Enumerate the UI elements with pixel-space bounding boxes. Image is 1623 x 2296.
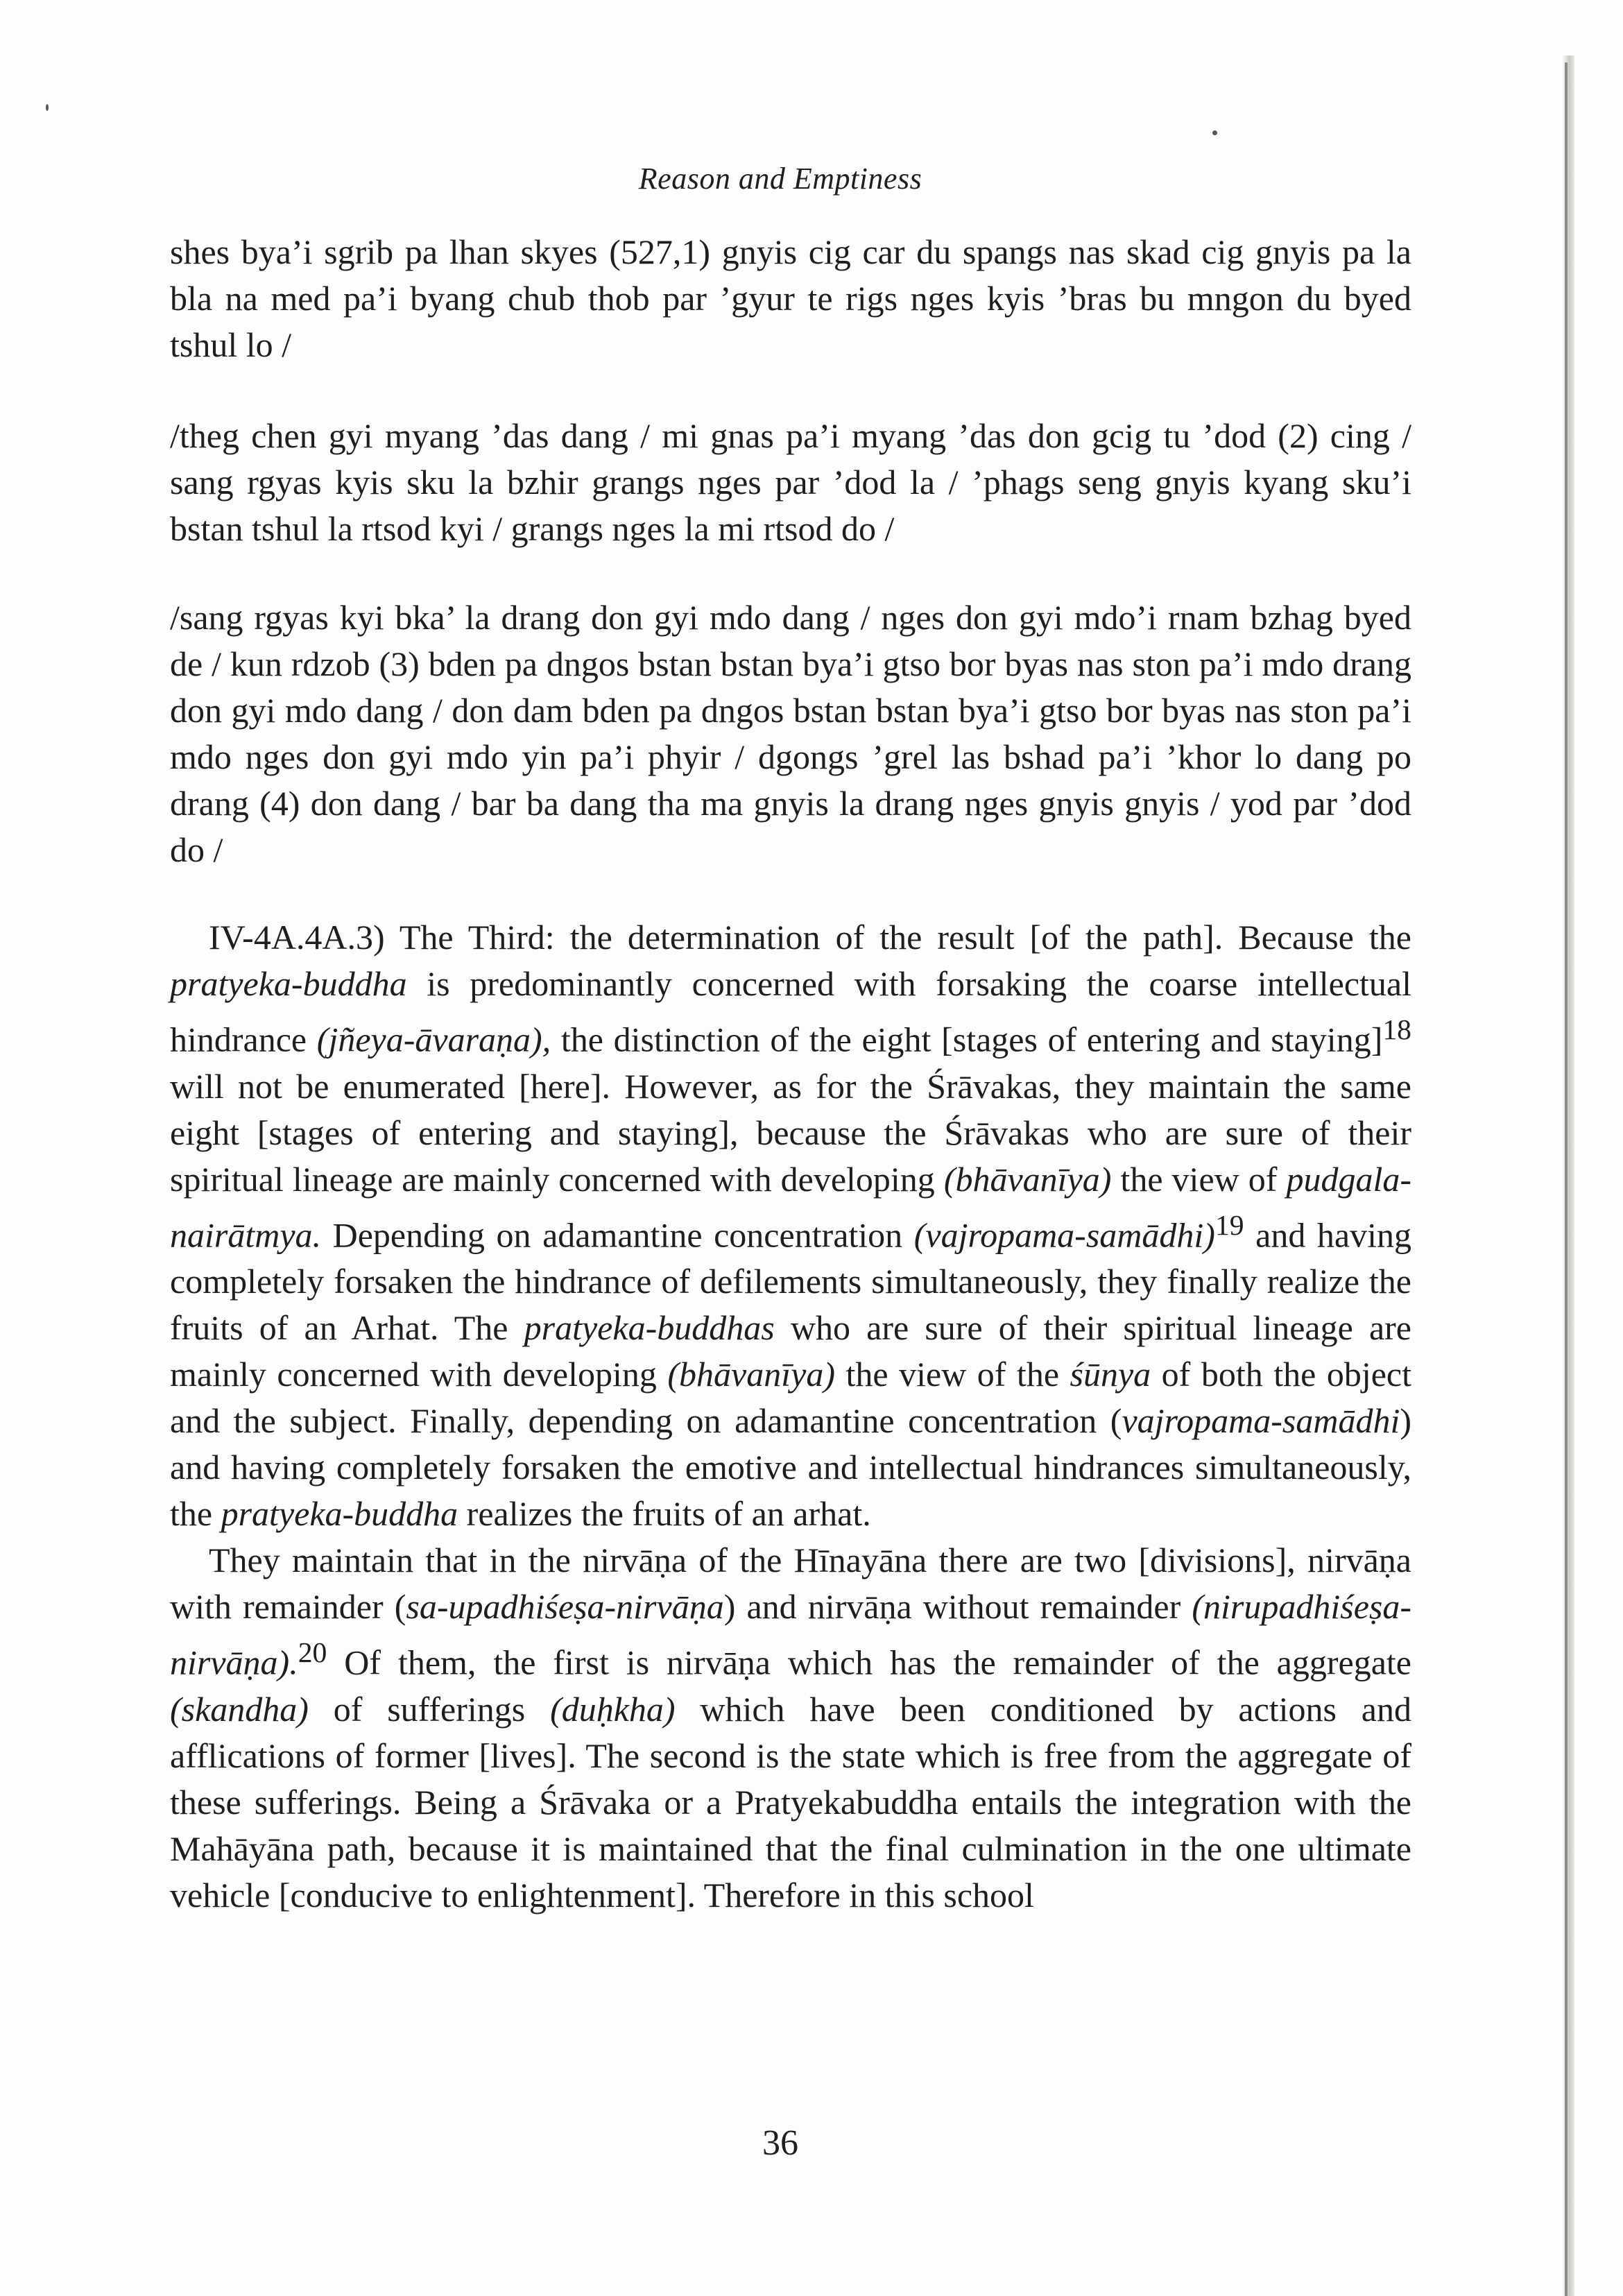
page-edge-shadow bbox=[1562, 55, 1574, 2296]
page-number: 36 bbox=[762, 2123, 798, 2163]
tibetan-text: /sang rgyas kyi bka’ la drang don gyi mdo dang / nges don gyi mdo’i rnam bzhag byed de / kun rdzob (3) bden pa dngos bstan bstan bya’i gtso bor byas nas ston pa’i mdo drang don gyi mdo dang / don dam bden pa dngos bstan bstan bya’i gtso bor byas nas ston pa’i mdo nges don gyi mdo yin pa’i phyir / dgongs ’grel las bshad pa’i ’khor lo dang po drang (4) don dang / bar ba dang tha ma gnyis la drang nges gnyis gnyis / yod par ’dod do / bbox=[170, 598, 1411, 869]
footnote-ref: 19 bbox=[1214, 1209, 1244, 1242]
scan-speck bbox=[1212, 130, 1217, 135]
tibetan-passage-1 bbox=[170, 229, 1411, 368]
tibetan-text: shes bya’i sgrib pa lhan skyes (527,1) gnyis cig car du spangs nas skad cig gnyis pa la bla na med pa’i byang chub thob par ’gyur te rigs nges kyis ’bras bu mngon du byed tshul lo / bbox=[170, 232, 1411, 364]
tibetan-passage-3 bbox=[170, 594, 1411, 873]
running-head: Reason and Emptiness bbox=[638, 162, 922, 196]
footnote-ref: 18 bbox=[1382, 1014, 1411, 1046]
tibetan-passage-2 bbox=[170, 413, 1411, 552]
tibetan-text: /theg chen gyi myang ’das dang / mi gnas pa’i myang ’das don gcig tu ’dod (2) cing / sang rgyas kyis sku la bzhir grangs nges par ’dod la / ’phags seng gnyis kyang sku’i bstan tshul la rtsod kyi / grangs nges la mi rtsod do / bbox=[170, 416, 1411, 548]
page-edge-line bbox=[1565, 62, 1568, 2296]
scan-speck bbox=[46, 104, 49, 111]
paragraph-result-of-path: IV-4A.4A.3) The Third: the determination of the result [of the path]. Because the pratyeka-buddha is predominantly concerned with forsaking the coarse intellectual hindrance (jñeya-āvaraṇa), the distinction of the eight [stages of entering and staying]$^{18}$ will not be enumerated [here]. However, as for the Śrāvakas, they maintain the same eight [stages of entering and staying], because the Śrāvakas who are sure of their spiritual lineage are mainly concerned with developing (bhāvanīya) the view of pudgala-nairātmya. Depending on adamantine concentration (vajropama-samādhi)$^{19}$ and having completely forsaken the hindrance of defilements simultaneously, they finally realize the fruits of an Arhat. The pratyeka-buddhas who are sure of their spiritual lineage are mainly concerned with developing (bhāvanīya) the view of the śūnya of both the object and the subject. Finally, depending on adamantine concentration (vajropama-samādhi) and having completely forsaken the emotive and intellectual hindrances simultaneously, the pratyeka-buddha realizes the fruits of an arhat. bbox=[170, 918, 1411, 1534]
english-translation bbox=[170, 914, 1411, 1919]
footnote-ref: 20 bbox=[298, 1637, 327, 1670]
paragraph-nirvana: They maintain that in the nirvāṇa of the Hīnayāna there are two [divisions], nirvāṇa with remainder (sa-upadhiśeṣa-nirvāṇa) and nirvāṇa without remainder (nirupadhiśeṣa-nirvāṇa).$^{20}$ Of them, the first is nirvāṇa which has the remainder of the aggregate (skandha) of sufferings (duḥkha) which have been conditioned by actions and afflications of former [lives]. The second is the state which is free from the aggregate of these sufferings. Being a Śrāvaka or a Pratyekabuddha entails the integration with the Mahāyāna path, because it is maintained that the final culmination in the one ultimate vehicle [conducive to enlightenment]. Therefore in this school bbox=[170, 1541, 1412, 1914]
